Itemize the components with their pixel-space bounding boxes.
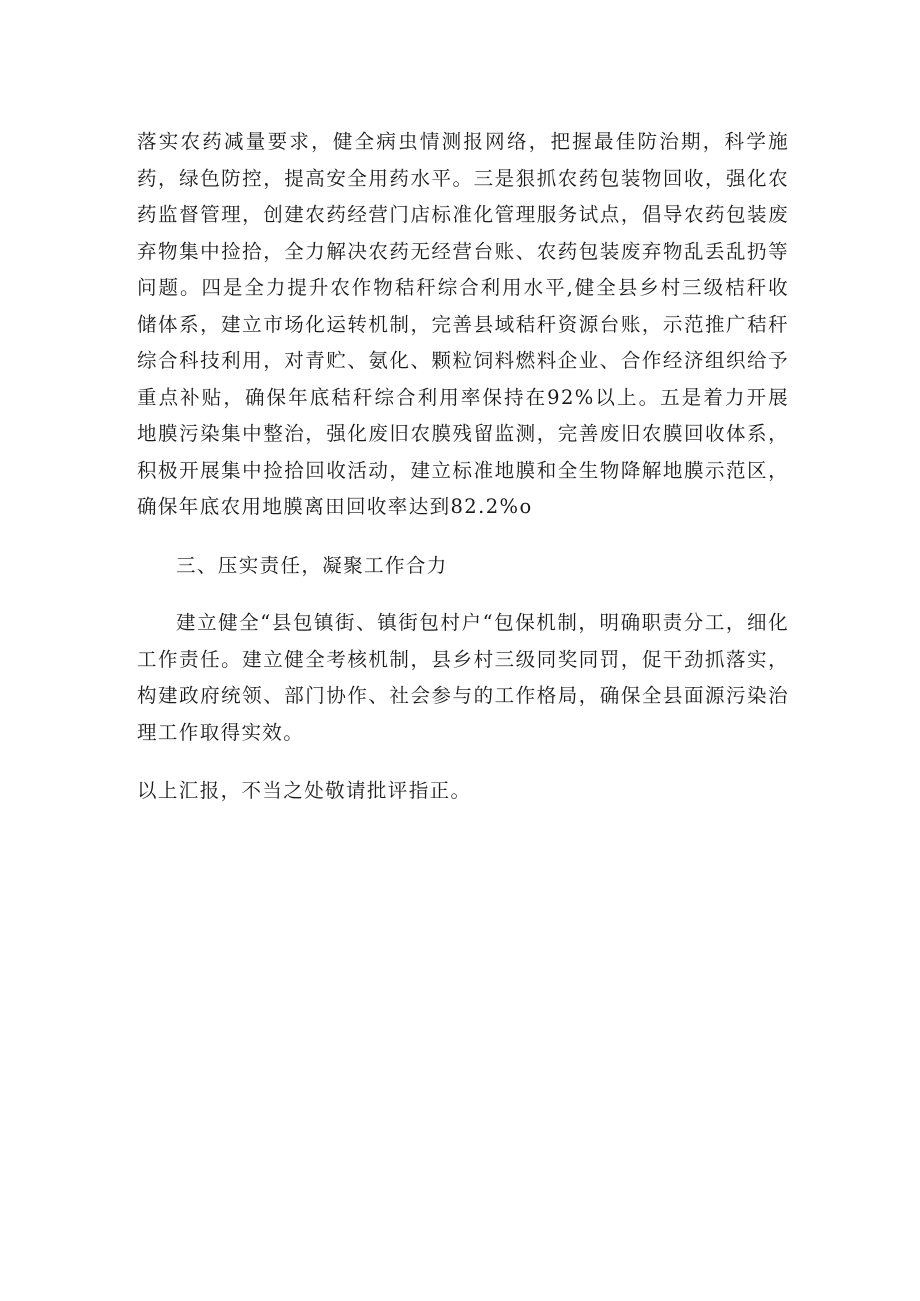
body-paragraph-responsibility: 建立健全“县包镇街、镇街包村户“包保机制，明确职责分工，细化工作责任。建立健全考核机制，县乡村三级同奖同罚，促干劲抓落实，构建政府统领、部门协作、社会参与的工作格局，确保全县面源污染治理工作取得实效。 bbox=[137, 611, 789, 744]
body-paragraph-pollution-control: 落实农药减量要求，健全病虫情测报网络，把握最佳防治期，科学施药，绿色防控，提高安全用药水平。三是狠抓农药包装物回收，强化农药监督管理，创建农药经营门店标准化管理服务试点，倡导农药包装废弃物集中捡拾，全力解决农药无经营台账、农药包装废弃物乱丢乱扔等问题。四是全力提升农作物秸秆综合利用水平,健全县乡村三级桔秆收储体系，建立市场化运转机制，完善县域秸秆资源台账，示范推广秸秆综合科技利用，对青贮、氨化、颗粒饲料燃料企业、合作经济组织给予重点补贴，确保年底秸秆综合利用率保持在92%以上。五是着力开展地膜污染集中整治，强化废旧农膜残留监测，完善废旧农膜回收体系，积极开展集中捡拾回收活动，建立标准地膜和全生物降解地膜示范区，确保年底农用地膜离田回收率达到82.2%o bbox=[137, 130, 789, 518]
section-heading-responsibility: 三、压实责任，凝聚工作合力 bbox=[176, 553, 448, 577]
closing-remark: 以上汇报，不当之处敬请批评指正。 bbox=[137, 779, 472, 802]
document-page bbox=[137, 124, 789, 810]
